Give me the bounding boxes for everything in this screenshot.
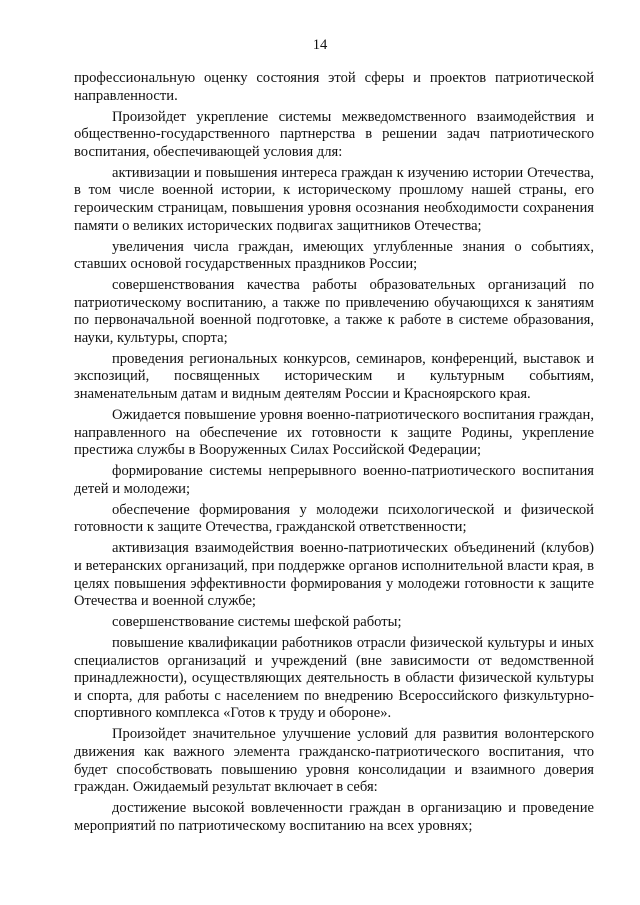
paragraph: профессиональную оценку состояния этой сферы и проектов патриотической направленности.	[74, 70, 594, 104]
paragraph: повышение квалификации работников отрасли физической культуры и иных специалистов организаций и учреждений (вне зависимости от ведомственной принадлежности), осуществляющих деятельность в области физической культуры и спорта, для работы с населением по внедрению Всероссийского физкультурно-спортивного комплекса «Готов к труду и обороне».	[74, 635, 594, 722]
paragraph: совершенствования качества работы образовательных организаций по патриотическому воспитанию, а также по привлечению обучающихся к занятиям по первоначальной военной подготовке, а также к работе в системе образования, науки, культуры, спорта;	[74, 277, 594, 346]
page-number: 14	[312, 37, 328, 53]
paragraph: активизация взаимодействия военно-патриотических объединений (клубов) и ветеранских организаций, при поддержке органов исполнительной власти края, в целях повышения эффективности формирования у молодежи готовности к защите Отечества и военной службе;	[74, 540, 594, 610]
paragraph: формирование системы непрерывного военно-патриотического воспитания детей и молодежи;	[74, 463, 594, 497]
paragraph: достижение высокой вовлеченности граждан в организацию и проведение мероприятий по патриотическому воспитанию на всех уровнях;	[74, 800, 594, 834]
paragraph: совершенствование системы шефской работы;	[112, 614, 402, 631]
paragraph: увеличения числа граждан, имеющих углубленные знания о событиях, ставших основой государственных праздников России;	[74, 238, 594, 273]
paragraph: Произойдет укрепление системы межведомственного взаимодействия и общественно-государственного партнерства в решении задач патриотического воспитания, обеспечивающей условия для:	[74, 108, 594, 160]
paragraph: активизации и повышения интереса граждан к изучению истории Отечества, в том числе военной истории, к историческому прошлому нашей страны, его героическим страницам, повышения уровня осознания необходимости сохранения памяти о великих исторических подвигах защитников Отечества;	[74, 164, 594, 234]
paragraph: Произойдет значительное улучшение условий для развития волонтерского движения как важного элемента гражданско-патриотического воспитания, что будет способствовать повышению уровня консолидации и взаимного доверия граждан. Ожидаемый результат включает в себя:	[74, 726, 594, 796]
body-text	[74, 70, 594, 839]
paragraph: обеспечение формирования у молодежи психологической и физической готовности к защите Отечества, гражданской ответственности;	[74, 501, 594, 536]
paragraph: Ожидается повышение уровня военно-патриотического воспитания граждан, направленного на обеспечение их готовности к защите Родины, укрепление престижа службы в Вооруженных Силах Российской Федерации;	[74, 407, 594, 459]
paragraph: проведения региональных конкурсов, семинаров, конференций, выставок и экспозиций, посвященных историческим и культурным событиям, знаменательным датам и видным деятелям России и Красноярского края.	[74, 350, 594, 403]
